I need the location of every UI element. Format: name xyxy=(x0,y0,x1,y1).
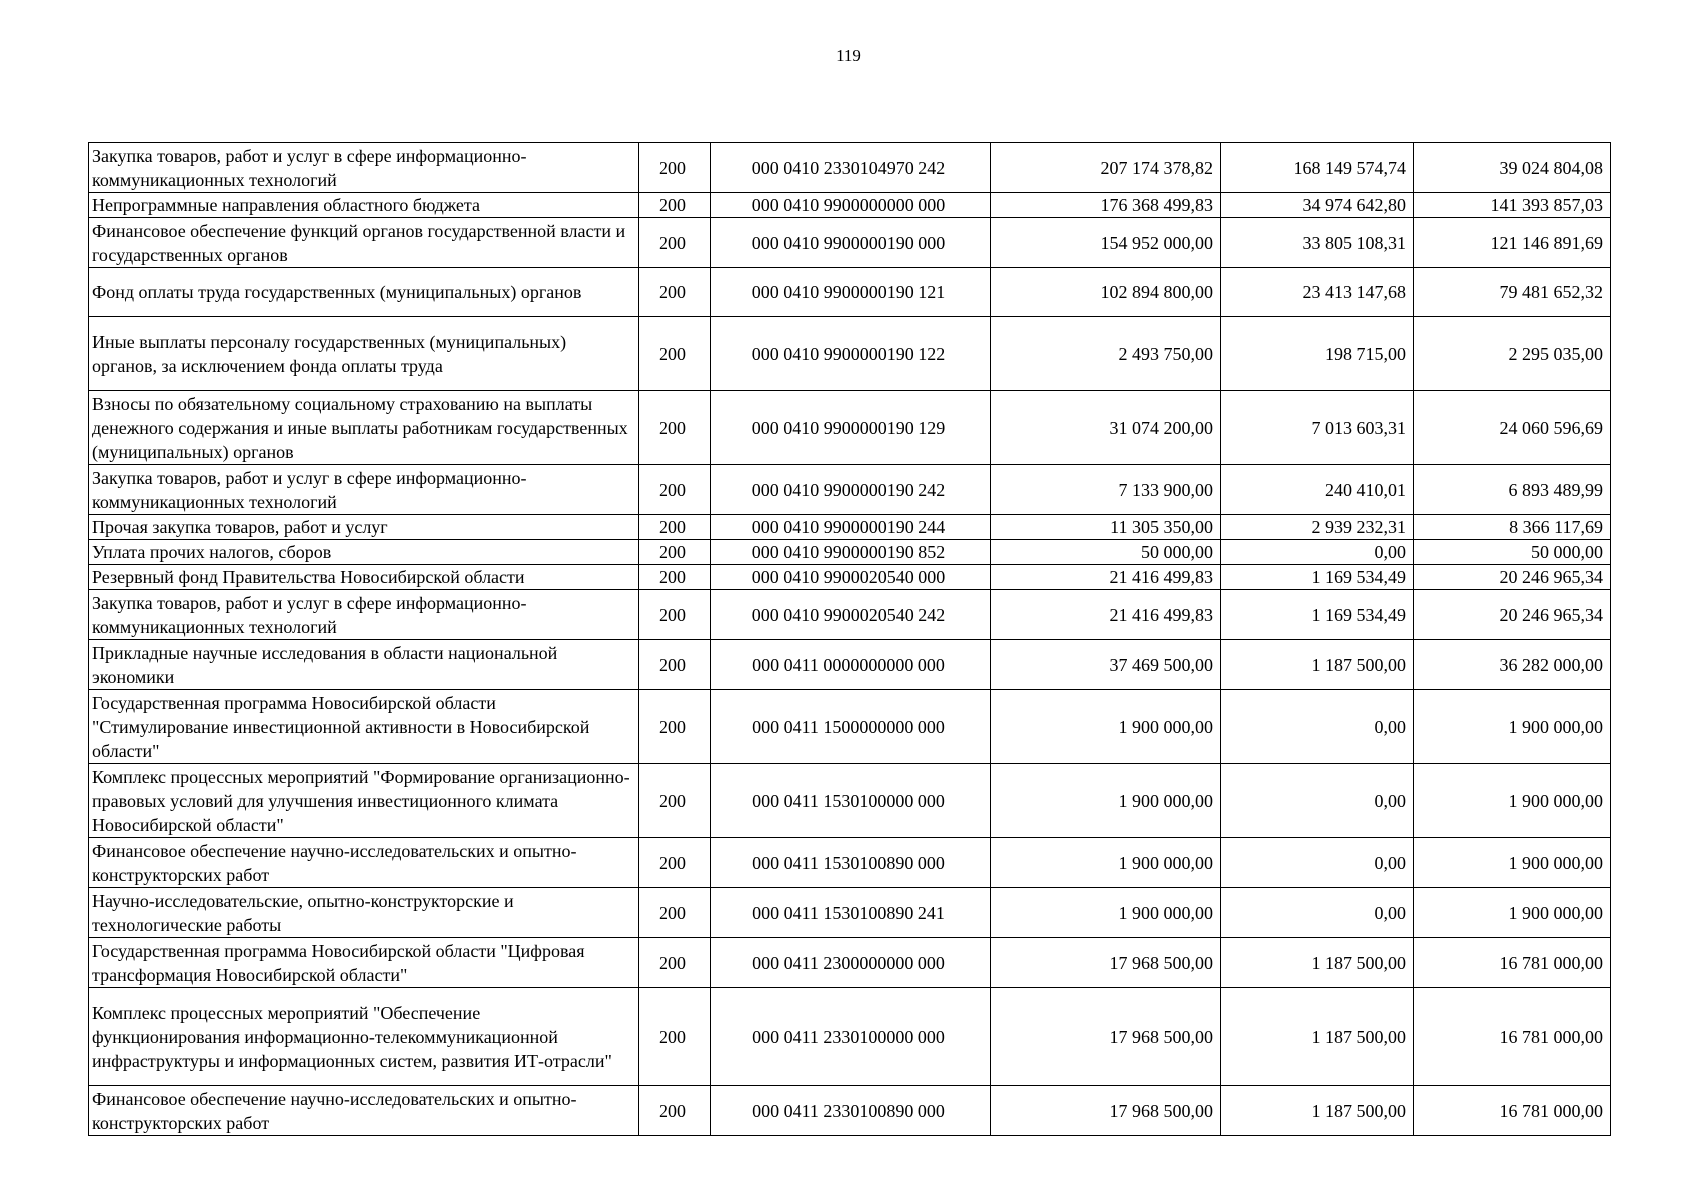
table-row xyxy=(89,938,1611,988)
cell-budget-classification-code: 000 0410 9900000190 244 xyxy=(711,515,991,540)
cell-unexecuted-amount: 16 781 000,00 xyxy=(1414,938,1611,988)
cell-executed-amount: 1 187 500,00 xyxy=(1221,1086,1414,1136)
table-row xyxy=(89,565,1611,590)
cell-unexecuted-amount: 6 893 489,99 xyxy=(1414,465,1611,515)
cell-line-code: 200 xyxy=(639,540,711,565)
cell-name: Финансовое обеспечение научно-исследовательских и опытно-конструкторских работ xyxy=(89,1086,639,1136)
table-row xyxy=(89,690,1611,764)
cell-budget-classification-code: 000 0410 2330104970 242 xyxy=(711,143,991,193)
cell-line-code: 200 xyxy=(639,143,711,193)
cell-name: Финансовое обеспечение научно-исследовательских и опытно-конструкторских работ xyxy=(89,838,639,888)
cell-line-code: 200 xyxy=(639,465,711,515)
cell-budget-classification-code: 000 0410 9900000190 121 xyxy=(711,268,991,317)
table-row xyxy=(89,764,1611,838)
cell-line-code: 200 xyxy=(639,764,711,838)
cell-name: Государственная программа Новосибирской области "Стимулирование инвестиционной активности в Новосибирской области" xyxy=(89,690,639,764)
cell-name: Непрограммные направления областного бюджета xyxy=(89,193,639,218)
cell-name: Комплекс процессных мероприятий "Обеспечение функционирования информационно-телекоммуникационной инфраструктуры и информационных систем, развития ИТ-отрасли" xyxy=(89,988,639,1086)
cell-line-code: 200 xyxy=(639,193,711,218)
cell-line-code: 200 xyxy=(639,1086,711,1136)
table-row xyxy=(89,317,1611,391)
cell-executed-amount: 2 939 232,31 xyxy=(1221,515,1414,540)
table-row xyxy=(89,268,1611,317)
page-number: 119 xyxy=(836,46,861,65)
cell-line-code: 200 xyxy=(639,888,711,938)
cell-approved-amount: 176 368 499,83 xyxy=(991,193,1221,218)
cell-approved-amount: 2 493 750,00 xyxy=(991,317,1221,391)
cell-budget-classification-code: 000 0411 2330100890 000 xyxy=(711,1086,991,1136)
table-row xyxy=(89,143,1611,193)
table-row xyxy=(89,515,1611,540)
cell-name: Прикладные научные исследования в области национальной экономики xyxy=(89,640,639,690)
cell-line-code: 200 xyxy=(639,938,711,988)
cell-budget-classification-code: 000 0411 2330100000 000 xyxy=(711,988,991,1086)
cell-executed-amount: 0,00 xyxy=(1221,540,1414,565)
cell-approved-amount: 207 174 378,82 xyxy=(991,143,1221,193)
cell-approved-amount: 17 968 500,00 xyxy=(991,938,1221,988)
cell-line-code: 200 xyxy=(639,268,711,317)
table-row xyxy=(89,465,1611,515)
cell-budget-classification-code: 000 0411 0000000000 000 xyxy=(711,640,991,690)
cell-name: Взносы по обязательному социальному страхованию на выплаты денежного содержания и иные выплаты работникам государственных (муниципальных) органов xyxy=(89,391,639,465)
cell-approved-amount: 7 133 900,00 xyxy=(991,465,1221,515)
cell-line-code: 200 xyxy=(639,690,711,764)
cell-executed-amount: 1 169 534,49 xyxy=(1221,590,1414,640)
table-row xyxy=(89,590,1611,640)
cell-budget-classification-code: 000 0410 9900000190 242 xyxy=(711,465,991,515)
cell-budget-classification-code: 000 0410 9900000190 000 xyxy=(711,218,991,268)
cell-unexecuted-amount: 16 781 000,00 xyxy=(1414,988,1611,1086)
cell-line-code: 200 xyxy=(639,640,711,690)
cell-name: Уплата прочих налогов, сборов xyxy=(89,540,639,565)
cell-executed-amount: 1 169 534,49 xyxy=(1221,565,1414,590)
cell-budget-classification-code: 000 0410 9900000000 000 xyxy=(711,193,991,218)
cell-line-code: 200 xyxy=(639,838,711,888)
cell-budget-classification-code: 000 0411 1500000000 000 xyxy=(711,690,991,764)
cell-budget-classification-code: 000 0410 9900000190 122 xyxy=(711,317,991,391)
cell-approved-amount: 50 000,00 xyxy=(991,540,1221,565)
cell-budget-classification-code: 000 0410 9900020540 000 xyxy=(711,565,991,590)
cell-line-code: 200 xyxy=(639,515,711,540)
cell-unexecuted-amount: 1 900 000,00 xyxy=(1414,690,1611,764)
cell-name: Научно-исследовательские, опытно-конструкторские и технологические работы xyxy=(89,888,639,938)
table-row xyxy=(89,540,1611,565)
cell-name: Резервный фонд Правительства Новосибирской области xyxy=(89,565,639,590)
cell-executed-amount: 168 149 574,74 xyxy=(1221,143,1414,193)
cell-unexecuted-amount: 8 366 117,69 xyxy=(1414,515,1611,540)
cell-line-code: 200 xyxy=(639,590,711,640)
cell-budget-classification-code: 000 0410 9900000190 852 xyxy=(711,540,991,565)
cell-approved-amount: 154 952 000,00 xyxy=(991,218,1221,268)
cell-unexecuted-amount: 121 146 891,69 xyxy=(1414,218,1611,268)
table-body xyxy=(89,143,1611,1136)
cell-approved-amount: 37 469 500,00 xyxy=(991,640,1221,690)
cell-unexecuted-amount: 1 900 000,00 xyxy=(1414,838,1611,888)
cell-name: Закупка товаров, работ и услуг в сфере информационно-коммуникационных технологий xyxy=(89,143,639,193)
cell-unexecuted-amount: 39 024 804,08 xyxy=(1414,143,1611,193)
cell-executed-amount: 198 715,00 xyxy=(1221,317,1414,391)
cell-approved-amount: 1 900 000,00 xyxy=(991,888,1221,938)
cell-name: Иные выплаты персоналу государственных (муниципальных) органов, за исключением фонда оплаты труда xyxy=(89,317,639,391)
cell-budget-classification-code: 000 0411 1530100890 241 xyxy=(711,888,991,938)
cell-unexecuted-amount: 1 900 000,00 xyxy=(1414,764,1611,838)
table-row xyxy=(89,988,1611,1086)
cell-unexecuted-amount: 50 000,00 xyxy=(1414,540,1611,565)
cell-budget-classification-code: 000 0410 9900020540 242 xyxy=(711,590,991,640)
cell-unexecuted-amount: 79 481 652,32 xyxy=(1414,268,1611,317)
cell-executed-amount: 7 013 603,31 xyxy=(1221,391,1414,465)
cell-executed-amount: 1 187 500,00 xyxy=(1221,988,1414,1086)
cell-unexecuted-amount: 20 246 965,34 xyxy=(1414,565,1611,590)
cell-unexecuted-amount: 24 060 596,69 xyxy=(1414,391,1611,465)
table-row xyxy=(89,838,1611,888)
cell-budget-classification-code: 000 0411 1530100890 000 xyxy=(711,838,991,888)
cell-approved-amount: 17 968 500,00 xyxy=(991,988,1221,1086)
cell-executed-amount: 0,00 xyxy=(1221,764,1414,838)
cell-approved-amount: 21 416 499,83 xyxy=(991,590,1221,640)
cell-executed-amount: 0,00 xyxy=(1221,690,1414,764)
cell-name: Закупка товаров, работ и услуг в сфере информационно-коммуникационных технологий xyxy=(89,590,639,640)
cell-name: Фонд оплаты труда государственных (муниципальных) органов xyxy=(89,268,639,317)
cell-line-code: 200 xyxy=(639,565,711,590)
cell-line-code: 200 xyxy=(639,391,711,465)
table-row xyxy=(89,218,1611,268)
cell-executed-amount: 1 187 500,00 xyxy=(1221,640,1414,690)
cell-approved-amount: 1 900 000,00 xyxy=(991,838,1221,888)
cell-executed-amount: 23 413 147,68 xyxy=(1221,268,1414,317)
cell-budget-classification-code: 000 0410 9900000190 129 xyxy=(711,391,991,465)
cell-unexecuted-amount: 1 900 000,00 xyxy=(1414,888,1611,938)
cell-approved-amount: 17 968 500,00 xyxy=(991,1086,1221,1136)
table-row xyxy=(89,640,1611,690)
cell-name: Прочая закупка товаров, работ и услуг xyxy=(89,515,639,540)
cell-name: Финансовое обеспечение функций органов государственной власти и государственных органов xyxy=(89,218,639,268)
cell-unexecuted-amount: 36 282 000,00 xyxy=(1414,640,1611,690)
cell-executed-amount: 0,00 xyxy=(1221,888,1414,938)
cell-approved-amount: 31 074 200,00 xyxy=(991,391,1221,465)
cell-approved-amount: 1 900 000,00 xyxy=(991,690,1221,764)
cell-executed-amount: 0,00 xyxy=(1221,838,1414,888)
table-row xyxy=(89,888,1611,938)
cell-executed-amount: 34 974 642,80 xyxy=(1221,193,1414,218)
cell-name: Комплекс процессных мероприятий "Формирование организационно-правовых условий для улучшения инвестиционного климата Новосибирской области" xyxy=(89,764,639,838)
cell-line-code: 200 xyxy=(639,317,711,391)
cell-name: Государственная программа Новосибирской области "Цифровая трансформация Новосибирской области" xyxy=(89,938,639,988)
cell-name: Закупка товаров, работ и услуг в сфере информационно-коммуникационных технологий xyxy=(89,465,639,515)
cell-approved-amount: 21 416 499,83 xyxy=(991,565,1221,590)
cell-approved-amount: 102 894 800,00 xyxy=(991,268,1221,317)
table-row xyxy=(89,391,1611,465)
budget-execution-table xyxy=(88,142,1611,1136)
cell-executed-amount: 33 805 108,31 xyxy=(1221,218,1414,268)
cell-approved-amount: 11 305 350,00 xyxy=(991,515,1221,540)
cell-unexecuted-amount: 2 295 035,00 xyxy=(1414,317,1611,391)
cell-line-code: 200 xyxy=(639,218,711,268)
cell-executed-amount: 1 187 500,00 xyxy=(1221,938,1414,988)
table-row xyxy=(89,1086,1611,1136)
cell-unexecuted-amount: 20 246 965,34 xyxy=(1414,590,1611,640)
cell-budget-classification-code: 000 0411 1530100000 000 xyxy=(711,764,991,838)
cell-executed-amount: 240 410,01 xyxy=(1221,465,1414,515)
cell-unexecuted-amount: 141 393 857,03 xyxy=(1414,193,1611,218)
cell-approved-amount: 1 900 000,00 xyxy=(991,764,1221,838)
cell-budget-classification-code: 000 0411 2300000000 000 xyxy=(711,938,991,988)
cell-unexecuted-amount: 16 781 000,00 xyxy=(1414,1086,1611,1136)
cell-line-code: 200 xyxy=(639,988,711,1086)
table-row xyxy=(89,193,1611,218)
